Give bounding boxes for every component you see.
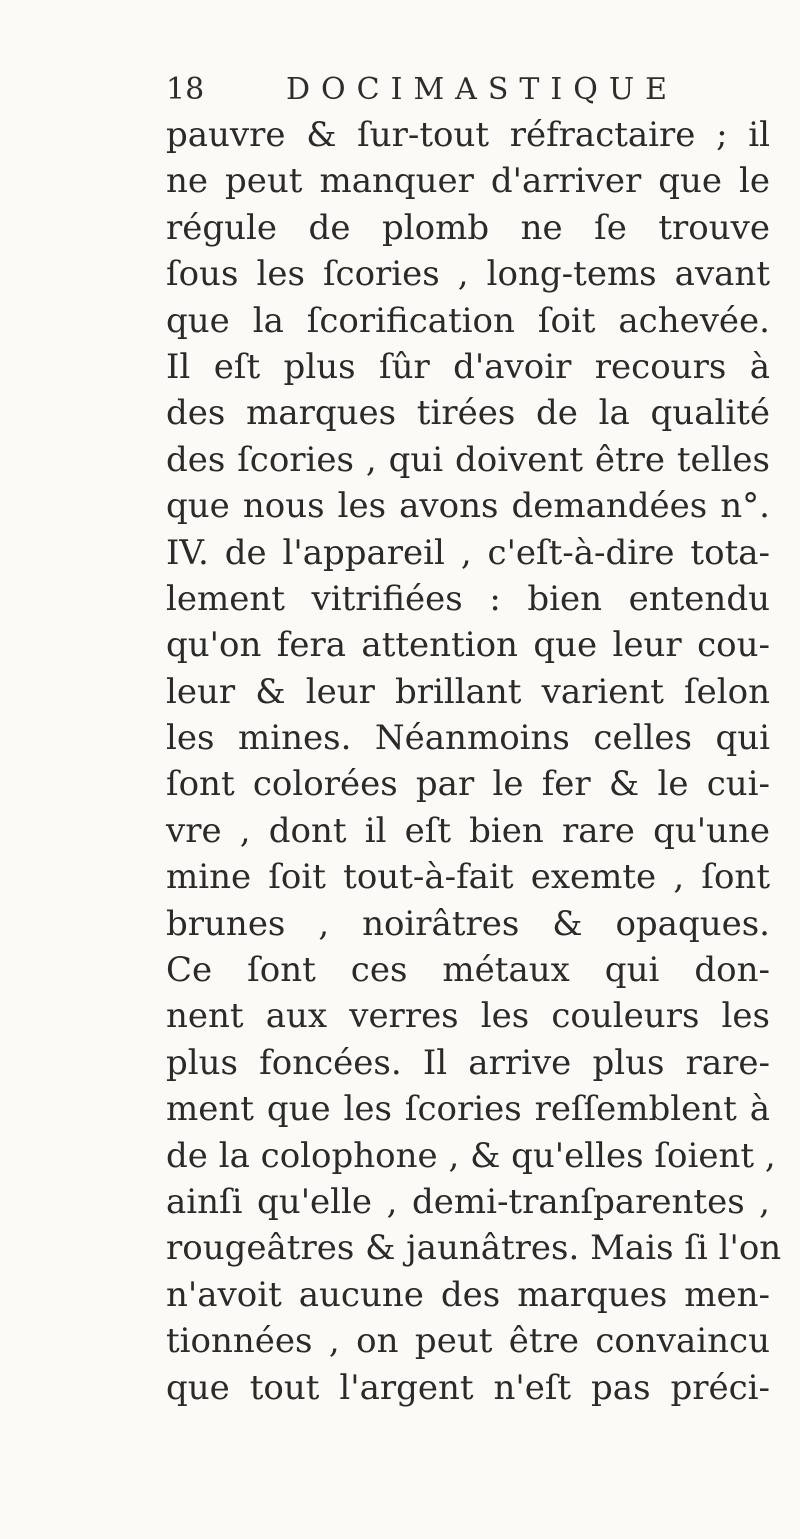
text-line: des ſcories , qui doivent être telles — [166, 439, 770, 480]
text-line: régule de plomb ne ſe trouve — [166, 207, 770, 248]
text-line: vre , dont il eſt bien rare qu'une — [166, 810, 770, 851]
text-line: les mines. Néanmoins celles qui — [166, 718, 770, 759]
running-title: DOCIMASTIQUE — [286, 72, 679, 107]
text-line: n'avoit aucune des marques men- — [166, 1274, 770, 1315]
text-line: Il eſt plus ſûr d'avoir recours à — [166, 346, 770, 387]
text-line: rougeâtres & jaunâtres. Mais ſi l'on — [166, 1228, 782, 1269]
text-line: IV. de l'appareil , c'eſt-à-dire tota- — [166, 532, 770, 573]
text-line: ainſi qu'elle , demi-tranſparentes , — [166, 1181, 770, 1222]
text-line: que tout l'argent n'eſt pas préci- — [166, 1367, 770, 1408]
page-number: 18 — [166, 72, 205, 107]
text-line: ment que les ſcories reſſemblent à — [166, 1089, 770, 1130]
text-line: de la colophone , & qu'elles ſoient , — [166, 1135, 776, 1176]
text-line: mine ſoit tout-à-fait exemte , ſont — [166, 857, 770, 898]
text-line: tionnées , on peut être convaincu — [166, 1321, 770, 1362]
page-header — [166, 70, 766, 110]
text-line: leur & leur brillant varient ſelon — [166, 671, 770, 712]
text-line: que nous les avons demandées n°. — [166, 486, 770, 527]
text-line: des marques tirées de la qualité — [166, 393, 770, 434]
text-line: pauvre & ſur-tout réfractaire ; il — [166, 115, 770, 155]
text-line: que la ſcorification ſoit achevée. — [166, 300, 770, 341]
text-line: nent aux verres les couleurs les — [166, 996, 770, 1037]
text-line: ſont colorées par le fer & le cui- — [166, 764, 770, 805]
text-line: Ce ſont ces métaux qui don- — [166, 950, 770, 991]
text-line: ne peut manquer d'arriver que le — [166, 161, 770, 202]
text-line: lement vitrifiées : bien entendu — [166, 578, 770, 619]
text-line: qu'on fera attention que leur cou- — [166, 625, 770, 666]
text-line: ſous les ſcories , long-tems avant — [166, 254, 770, 295]
body-text — [166, 112, 782, 1411]
text-line: plus foncées. Il arrive plus rare- — [166, 1042, 770, 1083]
text-line: brunes , noirâtres & opaques. — [166, 903, 770, 944]
